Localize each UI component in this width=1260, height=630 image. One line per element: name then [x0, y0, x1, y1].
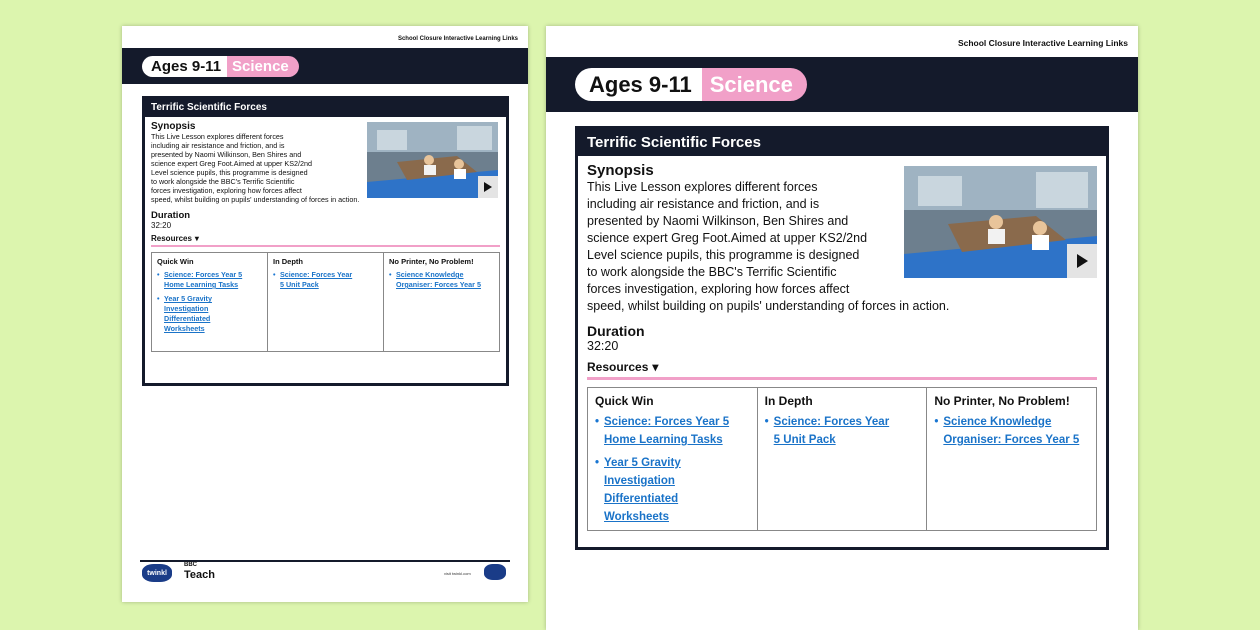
duration-heading: Duration — [587, 323, 645, 339]
teach-logo: Teach — [184, 569, 215, 581]
top-line-title: School Closure Interactive Learning Links — [957, 38, 1128, 48]
synopsis-text: This Live Lesson explores different forces including air resistance and friction, and is presented by Naomi Wilkinson, Ben Shires and science expert Greg Foot.Aimed at upper KS2/2nd Level science pupils, this programme is designed to work alongside the BBC's Terrific Scientific forces investigation, exploring how forces affect speed, whilst building on pupils' understanding of forces in action. — [151, 132, 360, 204]
synopsis-heading: Synopsis — [587, 162, 654, 179]
resources-table — [151, 252, 500, 352]
chevron-down-icon: ▾ — [652, 360, 659, 374]
resources-table — [587, 387, 1097, 531]
video-thumbnail[interactable] — [904, 166, 1097, 278]
age-label: Ages 9-11 — [575, 68, 702, 101]
resource-link[interactable]: • Science: Forces Year 5 Home Learning Tasks — [157, 270, 243, 289]
resources-toggle[interactable] — [587, 360, 1097, 374]
twinkl-badge-icon — [484, 564, 506, 580]
age-label: Ages 9-11 — [142, 56, 227, 77]
resource-link[interactable]: • Science Knowledge Organiser: Forces Year 5 — [934, 416, 1080, 446]
resource-link[interactable]: • Science Knowledge Organiser: Forces Year 5 — [389, 270, 481, 289]
play-icon — [484, 182, 492, 192]
card-title: Terrific Scientific Forces — [578, 129, 1106, 156]
synopsis-heading: Synopsis — [151, 121, 196, 132]
top-line-title: School Closure Interactive Learning Links — [397, 36, 518, 42]
duration-value: 32:20 — [587, 339, 619, 353]
age-subject-pill — [575, 68, 807, 101]
resource-link[interactable]: • Year 5 Gravity Investigation Differentiated Worksheets — [595, 457, 681, 523]
resource-link[interactable]: • Year 5 Gravity Investigation Differentiated Worksheets — [157, 294, 212, 333]
lesson-card — [142, 96, 509, 386]
synopsis-text: This Live Lesson explores different forces including air resistance and friction, and is presented by Naomi Wilkinson, Ben Shires and science expert Greg Foot.Aimed at upper KS2/2nd Level science pupils, this programme is designed to work alongside the BBC's Terrific Scientific forces investigation, exploring how forces affect speed, whilst building on pupils' understanding of forces in action. — [587, 180, 950, 313]
footer-url: visit twinkl.com — [444, 571, 471, 576]
resources-label: Resources — [587, 360, 649, 374]
resources-divider — [587, 377, 1097, 380]
resource-column-no-printer: No Printer, No Problem! • Science Knowledge Organiser: Forces Year 5 — [927, 388, 1096, 530]
resources-toggle[interactable] — [151, 234, 500, 243]
twinkl-logo: twinkl — [142, 564, 172, 582]
duration-value: 32:20 — [151, 221, 172, 230]
card-title: Terrific Scientific Forces — [145, 99, 506, 117]
subject-label: Science — [702, 68, 807, 101]
resource-link[interactable]: • Science: Forces Year 5 Unit Pack — [764, 416, 890, 446]
bbc-logo: BBC — [184, 562, 197, 568]
subject-label: Science — [227, 56, 299, 77]
resource-column-in-depth: In Depth • Science: Forces Year 5 Unit Pack — [268, 253, 384, 351]
resources-divider — [151, 245, 500, 247]
age-subject-pill — [142, 56, 299, 77]
lesson-card — [575, 126, 1109, 550]
play-button[interactable] — [1067, 244, 1097, 278]
resource-column-quick-win: Quick Win • Science: Forces Year 5 Home Learning Tasks • Year 5 Gravity Investigation Differentiated Worksheets — [588, 388, 758, 530]
resource-column-quick-win: Quick Win • Science: Forces Year 5 Home Learning Tasks • Year 5 Gravity Investigation Differentiated Worksheets — [152, 253, 268, 351]
resource-column-in-depth: In Depth • Science: Forces Year 5 Unit Pack — [758, 388, 928, 530]
resource-link[interactable]: • Science: Forces Year 5 Unit Pack — [273, 270, 353, 289]
resources-label: Resources — [151, 234, 192, 243]
page-preview-large — [546, 26, 1138, 630]
play-icon — [1077, 254, 1088, 268]
chevron-down-icon: ▾ — [194, 234, 199, 243]
video-thumbnail[interactable] — [367, 122, 498, 198]
resource-column-no-printer: No Printer, No Problem! • Science Knowledge Organiser: Forces Year 5 — [384, 253, 499, 351]
resource-link[interactable]: • Science: Forces Year 5 Home Learning Tasks — [595, 416, 730, 446]
page-preview-small — [122, 26, 528, 602]
play-button[interactable] — [478, 176, 498, 198]
duration-heading: Duration — [151, 210, 191, 221]
